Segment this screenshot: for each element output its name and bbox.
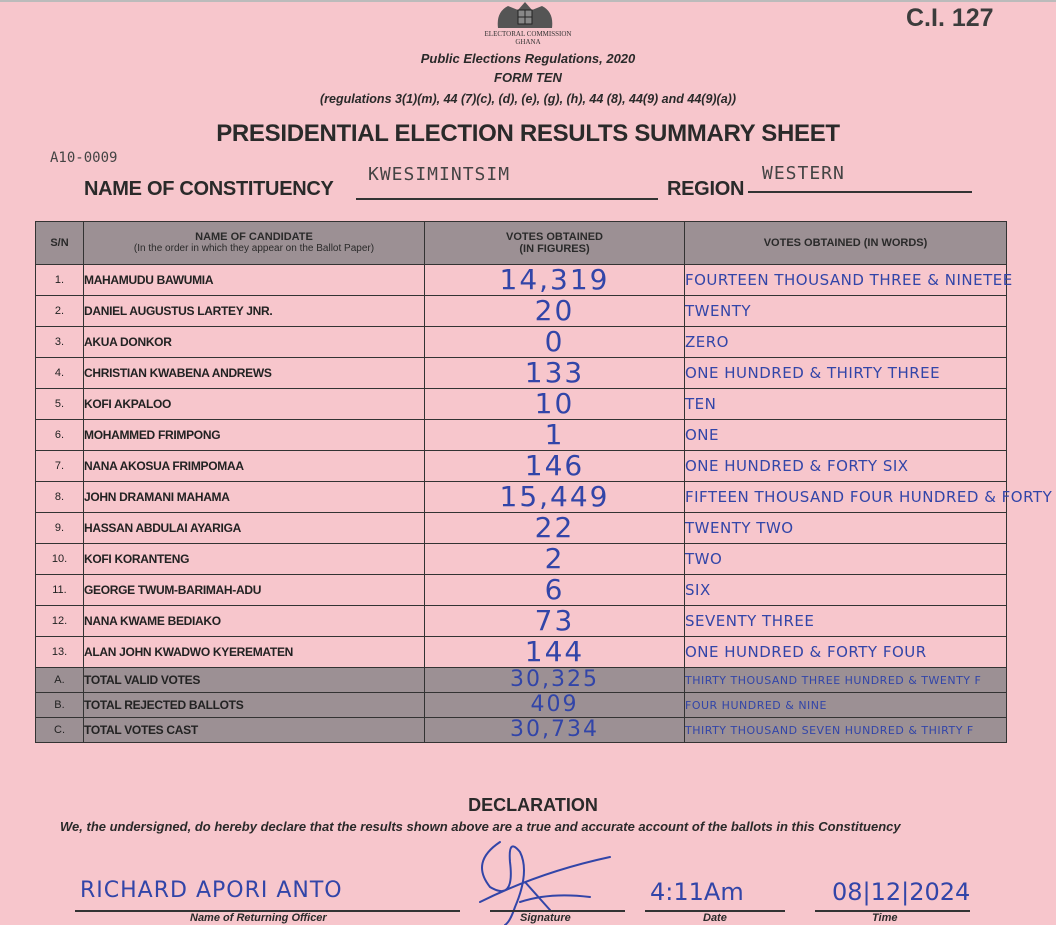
votes-figures: 10: [425, 389, 685, 420]
header-words: VOTES OBTAINED (IN WORDS): [685, 222, 1007, 265]
serial-number: 3.: [36, 327, 84, 358]
votes-figures: 144: [425, 637, 685, 668]
votes-figures: 2: [425, 544, 685, 575]
serial-number: 4.: [36, 358, 84, 389]
header-sn: S/N: [36, 222, 84, 265]
issuer-name: ELECTORAL COMMISSION GHANA: [484, 30, 572, 46]
votes-words: SIX: [685, 575, 1007, 606]
sheet-title: PRESIDENTIAL ELECTION RESULTS SUMMARY SHEET: [216, 120, 840, 147]
votes-words: TEN: [685, 389, 1007, 420]
header-candidate: [84, 222, 425, 265]
time-label: Date: [703, 912, 727, 924]
votes-figures: 30,325: [425, 668, 685, 693]
candidate-row: [36, 327, 1007, 358]
candidate-name: NANA AKOSUA FRIMPOMAA: [84, 451, 425, 482]
serial-number: 2.: [36, 296, 84, 327]
votes-words: ONE HUNDRED & THIRTY THREE: [685, 358, 1007, 389]
ci-number: C.I. 127: [906, 4, 994, 32]
candidate-row: [36, 420, 1007, 451]
serial-number: A.: [36, 668, 84, 693]
candidate-name: JOHN DRAMANI MAHAMA: [84, 482, 425, 513]
serial-number: C.: [36, 718, 84, 743]
votes-words: FOUR HUNDRED & NINE: [685, 693, 1007, 718]
votes-words: ONE: [685, 420, 1007, 451]
date-value: 08|12|2024: [832, 878, 971, 906]
votes-words: TWENTY TWO: [685, 513, 1007, 544]
header-candidate-label: NAME OF CANDIDATE: [195, 231, 313, 243]
votes-figures: 409: [425, 693, 685, 718]
candidate-row: [36, 637, 1007, 668]
region-value: WESTERN: [762, 163, 845, 184]
declaration-title: DECLARATION: [468, 795, 598, 815]
serial-number: B.: [36, 693, 84, 718]
votes-figures: 6: [425, 575, 685, 606]
votes-words: TWENTY: [685, 296, 1007, 327]
header-figures: [425, 222, 685, 265]
votes-figures: 146: [425, 451, 685, 482]
total-row: [36, 693, 1007, 718]
candidate-name: AKUA DONKOR: [84, 327, 425, 358]
constituency-label: NAME OF CONSTITUENCY: [84, 178, 334, 200]
votes-words: ONE HUNDRED & FORTY FOUR: [685, 637, 1007, 668]
candidate-name: KOFI KORANTENG: [84, 544, 425, 575]
serial-number: 6.: [36, 420, 84, 451]
votes-figures: 73: [425, 606, 685, 637]
votes-figures: 133: [425, 358, 685, 389]
serial-number: 8.: [36, 482, 84, 513]
declaration-text: We, the undersigned, do hereby declare that the results shown above are a true and accurate account of the ballots in this Constituency: [60, 819, 901, 834]
serial-number: 12.: [36, 606, 84, 637]
serial-number: 9.: [36, 513, 84, 544]
time-value: 4:11Am: [650, 878, 744, 906]
serial-number: 1.: [36, 265, 84, 296]
candidate-row: [36, 358, 1007, 389]
votes-figures: 0: [425, 327, 685, 358]
votes-figures: 14,319: [425, 265, 685, 296]
candidate-name: TOTAL VALID VOTES: [84, 668, 425, 693]
constituency-code: A10-0009: [50, 150, 118, 166]
serial-number: 7.: [36, 451, 84, 482]
form-name: FORM TEN: [494, 70, 562, 85]
serial-number: 5.: [36, 389, 84, 420]
votes-figures: 20: [425, 296, 685, 327]
table-header-row: [36, 222, 1007, 265]
votes-words: THIRTY THOUSAND SEVEN HUNDRED & THIRTY F: [685, 718, 1007, 743]
total-row: [36, 718, 1007, 743]
candidate-row: [36, 544, 1007, 575]
candidate-row: [36, 389, 1007, 420]
candidate-name: DANIEL AUGUSTUS LARTEY JNR.: [84, 296, 425, 327]
candidate-row: [36, 296, 1007, 327]
votes-figures: 1: [425, 420, 685, 451]
candidate-row: [36, 513, 1007, 544]
votes-words: ONE HUNDRED & FORTY SIX: [685, 451, 1007, 482]
candidate-row: [36, 482, 1007, 513]
candidate-name: CHRISTIAN KWABENA ANDREWS: [84, 358, 425, 389]
votes-words: THIRTY THOUSAND THREE HUNDRED & TWENTY F: [685, 668, 1007, 693]
votes-words: SEVENTY THREE: [685, 606, 1007, 637]
votes-words: ZERO: [685, 327, 1007, 358]
candidate-name: NANA KWAME BEDIAKO: [84, 606, 425, 637]
serial-number: 13.: [36, 637, 84, 668]
constituency-value: KWESIMINTSIM: [368, 164, 511, 185]
candidate-row: [36, 265, 1007, 296]
region-underline: [748, 191, 972, 193]
results-table: [35, 221, 1053, 743]
officer-name: RICHARD APORI ANTO: [80, 878, 343, 903]
coat-of-arms-icon: [488, 0, 562, 30]
candidate-name: MAHAMUDU BAWUMIA: [84, 265, 425, 296]
signature-label: Signature: [520, 912, 571, 924]
candidate-name: HASSAN ABDULAI AYARIGA: [84, 513, 425, 544]
officer-name-label: Name of Returning Officer: [190, 912, 327, 924]
total-row: [36, 668, 1007, 693]
votes-figures: 15,449: [425, 482, 685, 513]
candidate-row: [36, 451, 1007, 482]
header-figures-label: VOTES OBTAINED: [506, 231, 603, 243]
date-label: Time: [872, 912, 898, 924]
candidate-row: [36, 606, 1007, 637]
region-label: REGION: [667, 178, 745, 200]
candidate-name: ALAN JOHN KWADWO KYEREMATEN: [84, 637, 425, 668]
header-candidate-note: (In the order in which they appear on the Ballot Paper): [133, 243, 375, 254]
candidate-name: KOFI AKPALOO: [84, 389, 425, 420]
header-figures-note: (IN FIGURES): [519, 243, 590, 255]
candidate-name: TOTAL VOTES CAST: [84, 718, 425, 743]
candidate-name: GEORGE TWUM-BARIMAH-ADU: [84, 575, 425, 606]
regulations-reference: (regulations 3(1)(m), 44 (7)(c), (d), (e), (g), (h), 44 (8), 44(9) and 44(9)(a)): [319, 92, 736, 106]
serial-number: 11.: [36, 575, 84, 606]
votes-words: FOURTEEN THOUSAND THREE & NINETEE: [685, 265, 1007, 296]
votes-words: TWO: [685, 544, 1007, 575]
candidate-row: [36, 575, 1007, 606]
regulations-title: Public Elections Regulations, 2020: [420, 51, 636, 66]
candidate-name: TOTAL REJECTED BALLOTS: [84, 693, 425, 718]
votes-figures: 22: [425, 513, 685, 544]
candidate-name: MOHAMMED FRIMPONG: [84, 420, 425, 451]
votes-figures: 30,734: [425, 718, 685, 743]
serial-number: 10.: [36, 544, 84, 575]
votes-words: FIFTEEN THOUSAND FOUR HUNDRED & FORTY: [685, 482, 1007, 513]
constituency-underline: [356, 198, 658, 200]
